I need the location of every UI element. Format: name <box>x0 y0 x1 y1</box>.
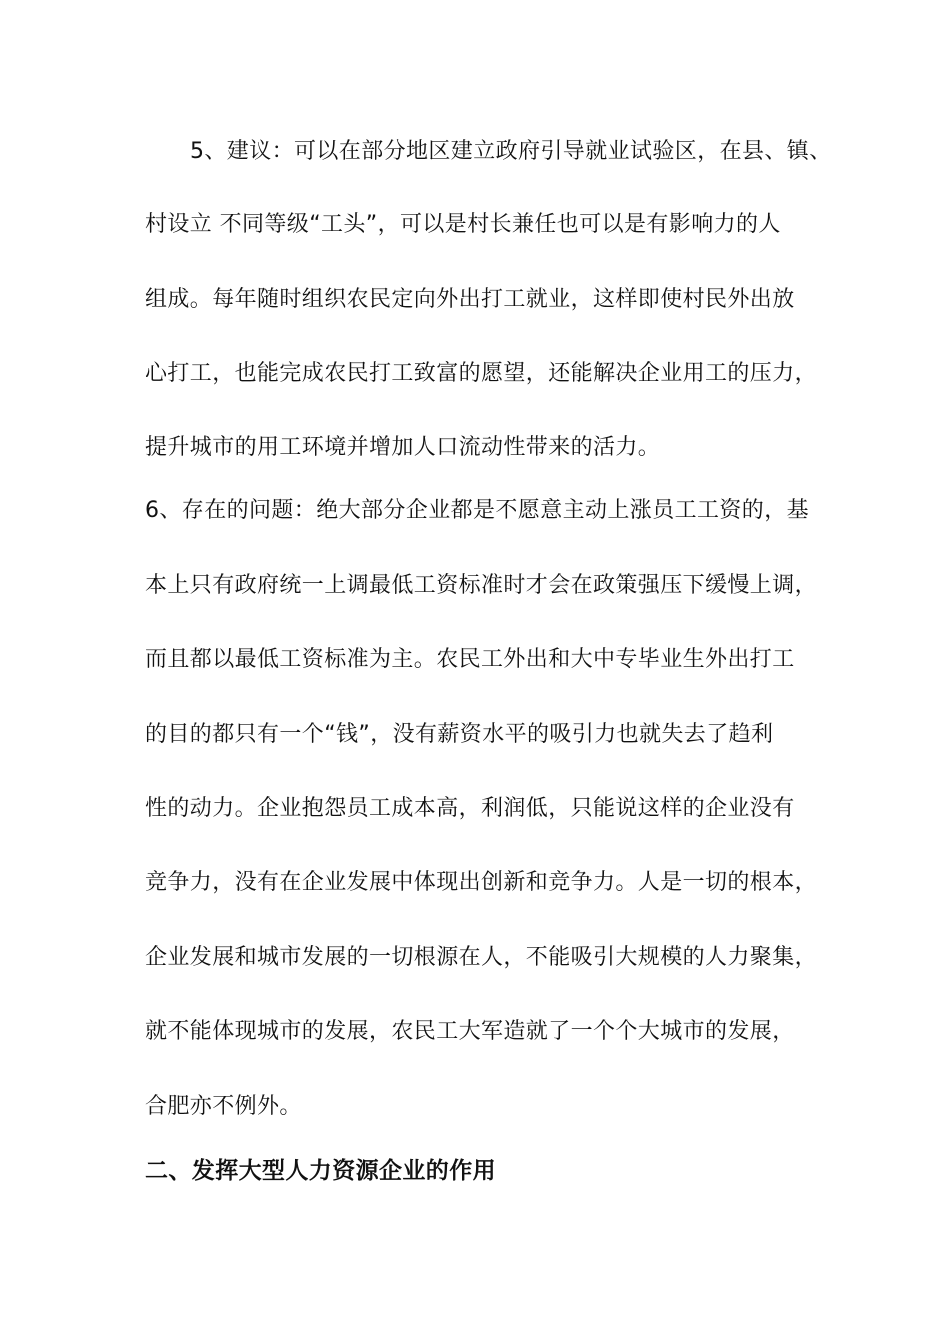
paragraph-5-line-2: 村设立 不同等级“工头”，可以是村长兼任也可以是有影响力的人 <box>145 212 781 237</box>
paragraph-6-line-5: 性的动力。企业抱怨员工成本高，利润低，只能说这样的企业没有 <box>145 796 795 821</box>
paragraph-6-line-1: 6、存在的问题：绝大部分企业都是不愿意主动上涨员工工资的，基 <box>145 498 809 523</box>
paragraph-6-line-6: 竞争力，没有在企业发展中体现出创新和竞争力。人是一切的根本， <box>145 870 818 895</box>
paragraph-5-line-1: 5、建议：可以在部分地区建立政府引导就业试验区，在县、镇、 <box>190 139 832 164</box>
paragraph-6-line-7: 企业发展和城市发展的一切根源在人，不能吸引大规模的人力聚集， <box>145 945 818 970</box>
paragraph-5-line-5: 提升城市的用工环境并增加人口流动性带来的活力。 <box>145 435 661 460</box>
paragraph-6-line-2: 本上只有政府统一上调最低工资标准时才会在政策强压下缓慢上调， <box>145 573 818 598</box>
paragraph-5-line-3: 组成。每年随时组织农民定向外出打工就业，这样即使村民外出放 <box>145 287 795 312</box>
section-heading: 二、发挥大型人力资源企业的作用 <box>145 1158 496 1184</box>
paragraph-6-line-9: 合肥亦不例外。 <box>145 1094 302 1119</box>
paragraph-6-line-3: 而且都以最低工资标准为主。农民工外出和大中专毕业生外出打工 <box>145 647 795 672</box>
paragraph-6-line-8: 就不能体现城市的发展，农民工大军造就了一个个大城市的发展， <box>145 1019 795 1044</box>
paragraph-6-line-4: 的目的都只有一个“钱”，没有薪资水平的吸引力也就失去了趋利 <box>145 722 774 747</box>
paragraph-5-line-4: 心打工，也能完成农民打工致富的愿望，还能解决企业用工的压力， <box>145 361 818 386</box>
